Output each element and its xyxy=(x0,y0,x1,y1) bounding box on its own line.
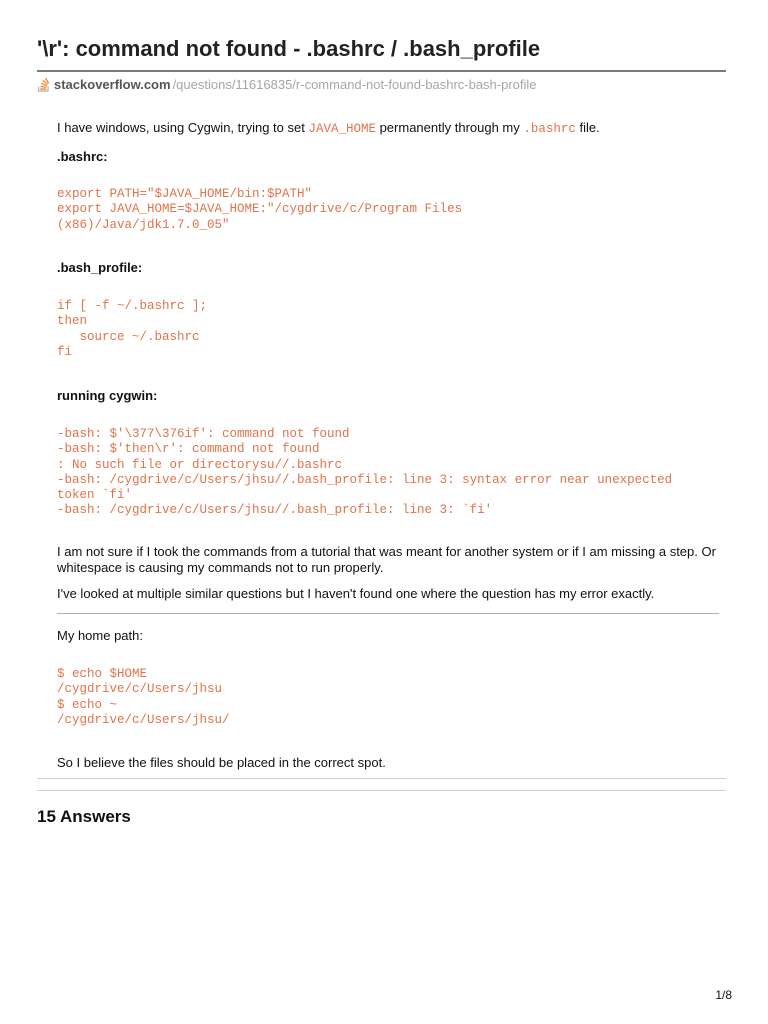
inline-code-bashrc: .bashrc xyxy=(523,122,576,136)
content-divider xyxy=(57,613,719,614)
intro-text-before: I have windows, using Cygwin, trying to set xyxy=(57,120,309,135)
answers-top-divider xyxy=(37,790,726,791)
running-cygwin-label: running cygwin: xyxy=(57,388,158,403)
bashrc-code-block: export PATH="$JAVA_HOME/bin:$PATH" export JAVA_HOME=$JAVA_HOME:"/cygdrive/c/Program Files (x86)/Java/jdk1.7.0_05" xyxy=(57,187,463,232)
paragraph-believe: So I believe the files should be placed in the correct spot. xyxy=(57,755,386,770)
paragraph-looked: I've looked at multiple similar questions but I haven't found one where the question has my error exactly. xyxy=(57,586,655,601)
source-domain[interactable]: stackoverflow.com xyxy=(54,77,171,92)
question-bottom-divider xyxy=(37,778,726,779)
bash-profile-code-block: if [ -f ~/.bashrc ]; then source ~/.bashrc fi xyxy=(57,299,208,359)
home-path-code-block: $ echo $HOME /cygdrive/c/Users/jhsu $ echo ~ /cygdrive/c/Users/jhsu/ xyxy=(57,667,230,727)
paragraph-not-sure: I am not sure if I took the commands from a tutorial that was meant for another system or if I am missing a step. Or whitespace is causing my commands not to run properly. xyxy=(57,544,716,575)
page-title: '\r': command not found - .bashrc / .bash_profile xyxy=(37,36,541,61)
source-link[interactable] xyxy=(37,77,537,92)
intro-text-middle: permanently through my xyxy=(375,120,524,135)
bash-profile-label: .bash_profile: xyxy=(57,260,143,275)
source-path[interactable]: /questions/11616835/r-command-not-found-bashrc-bash-profile xyxy=(172,77,537,92)
inline-code-java-home: JAVA_HOME xyxy=(308,122,376,136)
page-number: 1/8 xyxy=(715,988,732,1002)
bashrc-label: .bashrc: xyxy=(57,149,108,164)
error-output-code-block: -bash: $'\377\376if': command not found -bash: $'then\r': command not found : No such file or directorysu//.bashrc -bash: /cygdrive/c/Users/jhsu//.bash_profile: line 3: syntax error near unexpected token `fi' -bash: /cygdrive/c/Users/jhsu//.bash_profile: line 3: `fi' xyxy=(57,427,673,518)
home-path-label: My home path: xyxy=(57,628,143,643)
stackoverflow-icon xyxy=(37,78,51,92)
title-divider xyxy=(37,70,726,72)
answers-heading: 15 Answers xyxy=(37,807,131,826)
intro-text-after: file. xyxy=(575,120,600,135)
intro-paragraph xyxy=(57,120,600,137)
